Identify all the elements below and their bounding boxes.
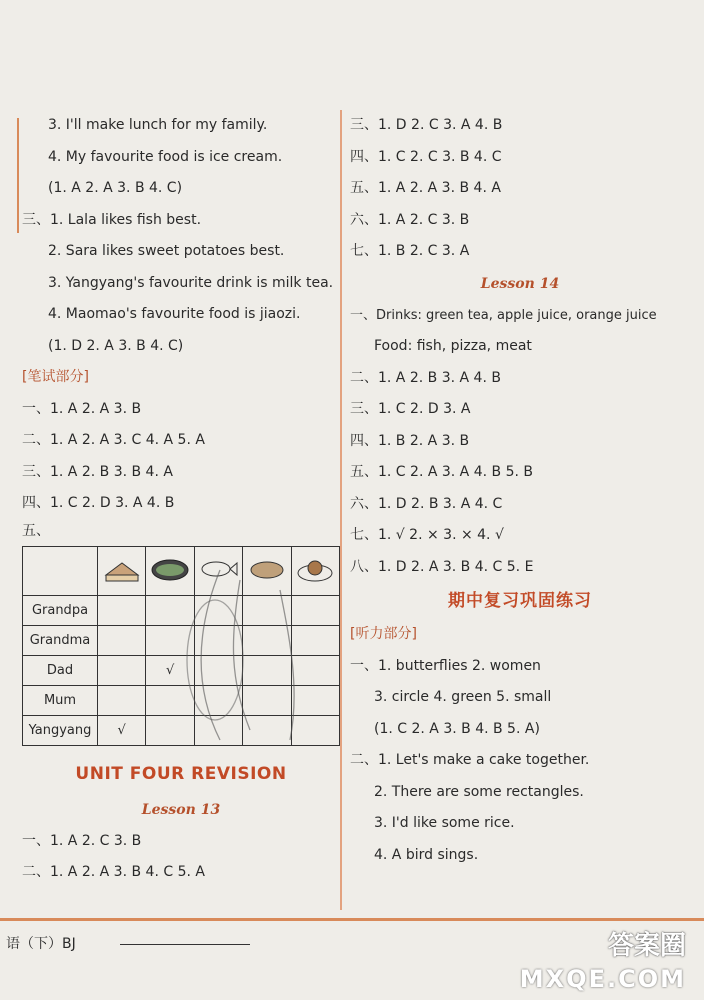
row-name: Grandpa [23,595,98,625]
table-cell: √ [98,715,146,745]
left-column [22,110,340,889]
row-name: Yangyang [23,715,98,745]
footer-text: 语（下）BJ [6,936,76,952]
footer-rule [0,918,704,921]
right-column [350,110,690,871]
answer-line: (1. C 2. A 3. B 4. B 5. A) [374,720,540,737]
answer-line: 四、1. C 2. D 3. A 4. B [22,495,175,511]
answer-line: 五、1. A 2. A 3. B 4. A [350,180,501,196]
answer-line: 3. I'll make lunch for my family. [48,117,268,133]
answer-line: 三、1. Lala likes fish best. [22,211,202,228]
answer-line: 七、1. √ 2. × 3. × 4. √ [350,527,504,543]
table-corner-cell [23,546,98,595]
answer-line: 3. Yangyang's favourite drink is milk tea. [48,274,334,291]
listening-section-label: [听力部分] [350,626,417,642]
answer-line: (1. D 2. A 3. B 4. C) [48,337,184,354]
answer-line: 二、1. Let's make a cake together. [350,752,590,768]
answer-line: 八、1. D 2. A 3. B 4. C 5. E [350,558,534,575]
answer-line: 3. I'd like some rice. [374,815,515,831]
table-cell: √ [146,655,194,685]
answer-line: 一、1. A 2. A 3. B [22,400,142,417]
answer-line: 六、1. A 2. C 3. B [350,211,470,228]
table-cell [98,685,146,715]
answer-line: 二、1. A 2. A 3. C 4. A 5. A [22,432,205,448]
answer-line: (1. A 2. A 3. B 4. C) [48,180,183,196]
answer-line: 四、1. C 2. C 3. B 4. C [350,148,502,165]
unit-title: UNIT FOUR REVISION [75,763,287,784]
lesson-heading: Lesson 13 [141,801,221,818]
answer-line: 2. Sara likes sweet potatoes best. [48,243,285,259]
watermark-badge: 答案圈 [607,931,686,961]
footer-underline [120,944,250,945]
answer-line: 二、1. A 2. B 3. A 4. B [350,369,501,386]
handwritten-watermark [180,560,330,760]
row-name: Grandma [23,625,98,655]
answer-line: 3. circle 4. green 5. small [374,689,552,705]
answer-line: 三、1. C 2. D 3. A [350,401,471,417]
answer-line: 七、1. B 2. C 3. A [350,243,470,259]
answer-line: 一、1. butterflies 2. women [350,657,541,674]
answer-line: 三、1. A 2. B 3. B 4. A [22,463,173,480]
row-name: Dad [23,655,98,685]
answer-line: 五、 [22,522,50,539]
answer-line: 4. My favourite food is ice cream. [48,148,283,165]
answer-line: 二、1. A 2. A 3. B 4. C 5. A [22,864,205,880]
table-cell [98,625,146,655]
answer-line: 一、1. A 2. C 3. B [22,832,142,849]
answer-line: 四、1. B 2. A 3. B [350,432,470,449]
answer-line: 一、Drinks: green tea, apple juice, orange juice [350,307,657,323]
food-column-cake [98,546,146,595]
midterm-title: 期中复习巩固练习 [448,591,592,611]
row-name: Mum [23,685,98,715]
answer-line: 4. Maomao's favourite food is jiaozi. [48,306,301,322]
answer-line: 五、1. C 2. A 3. A 4. B 5. B [350,464,533,480]
table-cell [98,655,146,685]
lesson-heading: Lesson 14 [480,275,560,292]
column-divider [340,110,342,910]
left-margin-rule [17,118,19,233]
answer-line: Food: fish, pizza, meat [374,338,532,354]
answer-line: 三、1. D 2. C 3. A 4. B [350,117,503,133]
table-cell [98,595,146,625]
answer-line: 4. A bird sings. [374,846,479,863]
watermark-url: MXQE.COM [519,965,686,993]
written-section-label: [笔试部分] [22,369,89,385]
answer-line: 2. There are some rectangles. [374,783,584,800]
cake-icon [102,555,142,583]
answer-line: 六、1. D 2. B 3. A 4. C [350,495,503,512]
